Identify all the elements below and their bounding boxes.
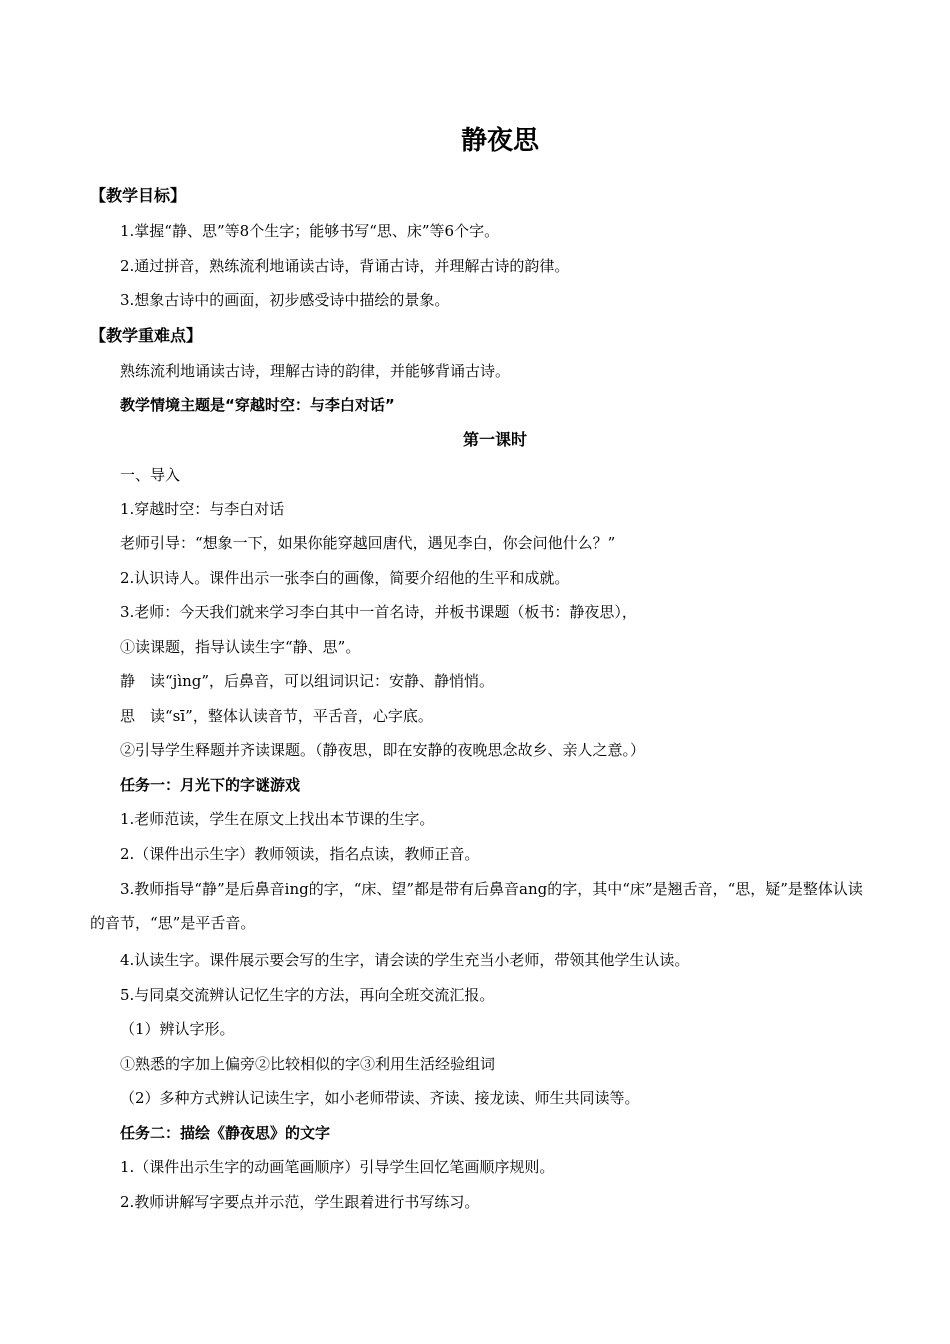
task1-heading: 任务一：月光下的字谜游戏 (120, 776, 301, 794)
intro-item-2: 2.认识诗人。课件出示一张李白的画像，简要介绍他的生平和成就。 (120, 569, 570, 587)
si-line: 思 读“sī”，整体认读音节，平舌音，心字底。 (120, 707, 433, 725)
task1-item-5: 5.与同桌交流辨认记忆生字的方法，再向全班交流汇报。 (120, 986, 495, 1004)
jing-line: 静 读“jìng”，后鼻音，可以组词识记：安静、静悄悄。 (120, 672, 495, 690)
task2-heading: 任务二：描绘《静夜思》的文字 (120, 1124, 331, 1142)
intro-item-3b: ②引导学生释题并齐读课题。（静夜思，即在安静的夜晚思念故乡、亲人之意。） (120, 741, 646, 759)
task1-item-2: 2.（课件出示生字）教师领读，指名点读，教师正音。 (120, 845, 480, 863)
objectives-heading: 【教学目标】 (90, 186, 187, 205)
objective-item-2: 2.通过拼音，熟练流利地诵读古诗，背诵古诗，并理解古诗的韵律。 (120, 257, 570, 275)
page-title: 静夜思 (460, 126, 539, 156)
task2-item-1: 1.（课件出示生字的动画笔画顺序）引导学生回忆笔画顺序规则。 (120, 1158, 555, 1176)
task1-item-5-1a: ①熟悉的字加上偏旁②比较相似的字③利用生活经验组词 (120, 1055, 496, 1073)
key-points-heading: 【教学重难点】 (90, 326, 203, 345)
task1-item-1: 1.老师范读，学生在原文上找出本节课的生字。 (120, 810, 435, 828)
objective-item-1: 1.掌握“静、思”等8个生字；能够书写“思、床”等6个字。 (120, 222, 500, 240)
intro-item-3a: ①读课题，指导认读生字“静、思”。 (120, 638, 361, 656)
task1-item-4: 4.认读生字。课件展示要会写的生字，请会读的学生充当小老师，带领其他学生认读。 (120, 951, 690, 969)
theme-line: 教学情境主题是“穿越时空：与李白对话” (120, 396, 395, 414)
task2-item-2: 2.教师讲解写字要点并示范，学生跟着进行书写练习。 (120, 1193, 480, 1211)
task1-item-5-1: （1）辨认字形。 (120, 1020, 235, 1038)
intro-item-3: 3.老师：今天我们就来学习李白其中一首名诗，并板书课题（板书：静夜思）， (120, 603, 637, 621)
intro-item-1: 1.穿越时空：与李白对话 (120, 500, 285, 518)
intro-heading: 一、导入 (120, 466, 181, 484)
key-points-text: 熟练流利地诵读古诗，理解古诗的韵律，并能够背诵古诗。 (120, 362, 511, 380)
objective-item-3: 3.想象古诗中的画面，初步感受诗中描绘的景象。 (120, 291, 450, 309)
task1-item-5-2: （2）多种方式辨认记读生字，如小老师带读、齐读、接龙读、师生共同读等。 (120, 1089, 640, 1107)
task1-item-3: 3.教师指导“静”是后鼻音ing的字，“床、望”都是带有后鼻音ang的字，其中“床”是翘舌音，“思，疑”是整体认读的音节，“思”是平舌音。 (90, 880, 863, 932)
lesson-title: 第一课时 (462, 430, 527, 449)
intro-guide: 老师引导：“想象一下，如果你能穿越回唐代，遇见李白，你会问他什么？” (120, 534, 616, 552)
